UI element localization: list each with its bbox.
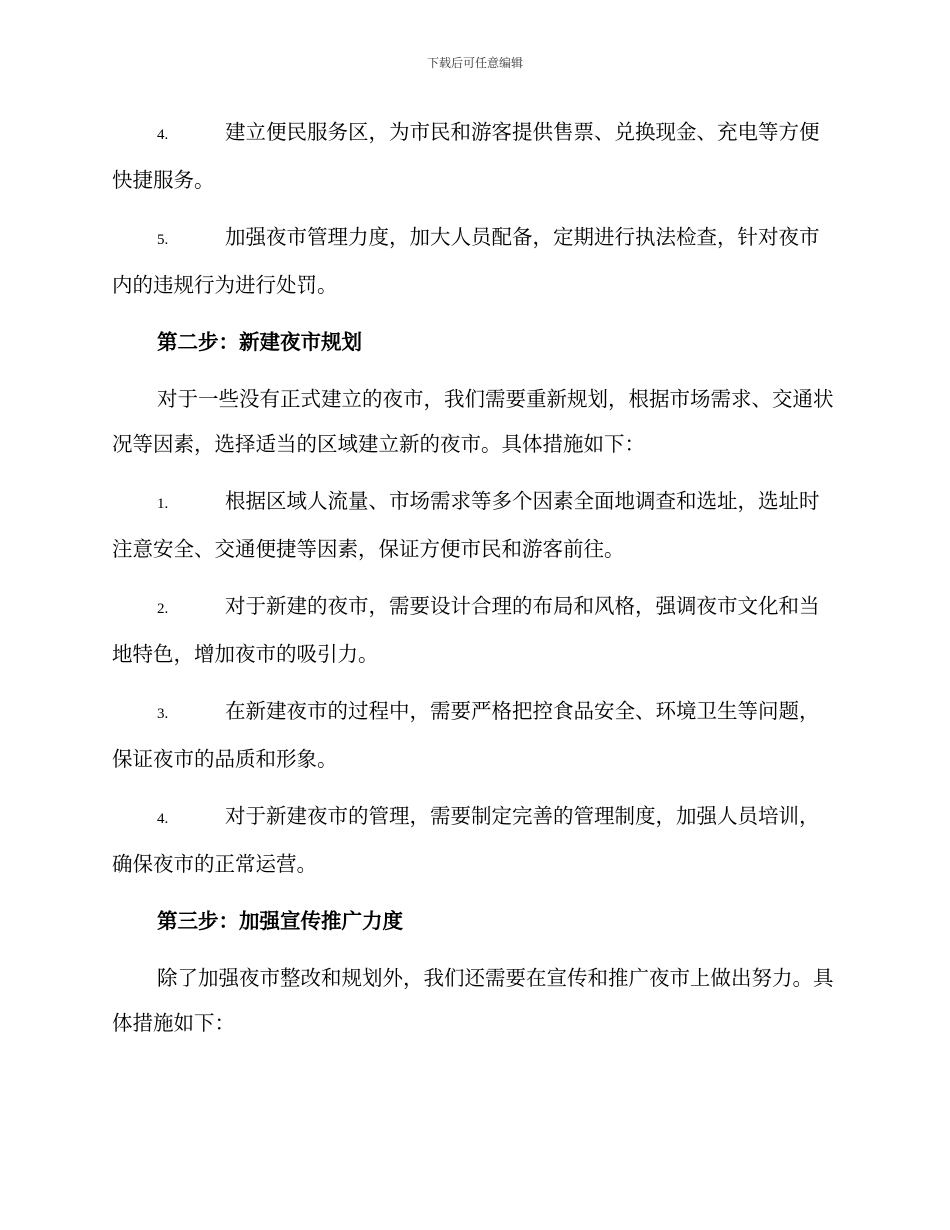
list-item-text: 在新建夜市的过程中，需要严格把控食品安全、环境卫生等问题，保证夜市的品质和形象。 bbox=[112, 699, 820, 771]
list-item-text: 加强夜市管理力度，加大人员配备，定期进行执法检查，针对夜市内的违规行为进行处罚。 bbox=[112, 225, 820, 297]
list-item bbox=[112, 110, 838, 203]
section-heading: 第三步：加强宣传推广力度 bbox=[157, 909, 403, 933]
list-number: 3. bbox=[157, 706, 169, 722]
list-item bbox=[112, 794, 838, 887]
list-item-text: 建立便民服务区，为市民和游客提供售票、兑换现金、充电等方便快捷服务。 bbox=[112, 120, 820, 192]
document-body bbox=[112, 110, 838, 1058]
paragraph: 除了加强夜市整改和规划外，我们还需要在宣传和推广夜市上做出努力。具体措施如下： bbox=[112, 966, 834, 1035]
list-number: 4. bbox=[157, 811, 169, 827]
list-item bbox=[112, 215, 838, 308]
section-heading: 第二步：新建夜市规划 bbox=[157, 330, 362, 354]
list-item-text: 对于新建的夜市，需要设计合理的布局和风格，强调夜市文化和当地特色，增加夜市的吸引力。 bbox=[112, 594, 820, 666]
paragraph: 对于一些没有正式建立的夜市，我们需要重新规划，根据市场需求、交通状况等因素，选择适当的区域建立新的夜市。具体措施如下： bbox=[112, 387, 834, 456]
list-item-text: 对于新建夜市的管理，需要制定完善的管理制度，加强人员培训，确保夜市的正常运营。 bbox=[112, 804, 820, 876]
list-item bbox=[112, 479, 838, 572]
list-item-text: 根据区域人流量、市场需求等多个因素全面地调查和选址，选址时注意安全、交通便捷等因素，保证方便市民和游客前往。 bbox=[112, 489, 820, 561]
list-number: 2. bbox=[157, 601, 169, 617]
list-number: 4. bbox=[157, 127, 169, 143]
list-number: 5. bbox=[157, 232, 169, 248]
page-header: 下载后可任意编辑 bbox=[426, 56, 523, 70]
list-number: 1. bbox=[157, 496, 169, 512]
list-item bbox=[112, 689, 838, 782]
list-item bbox=[112, 584, 838, 677]
